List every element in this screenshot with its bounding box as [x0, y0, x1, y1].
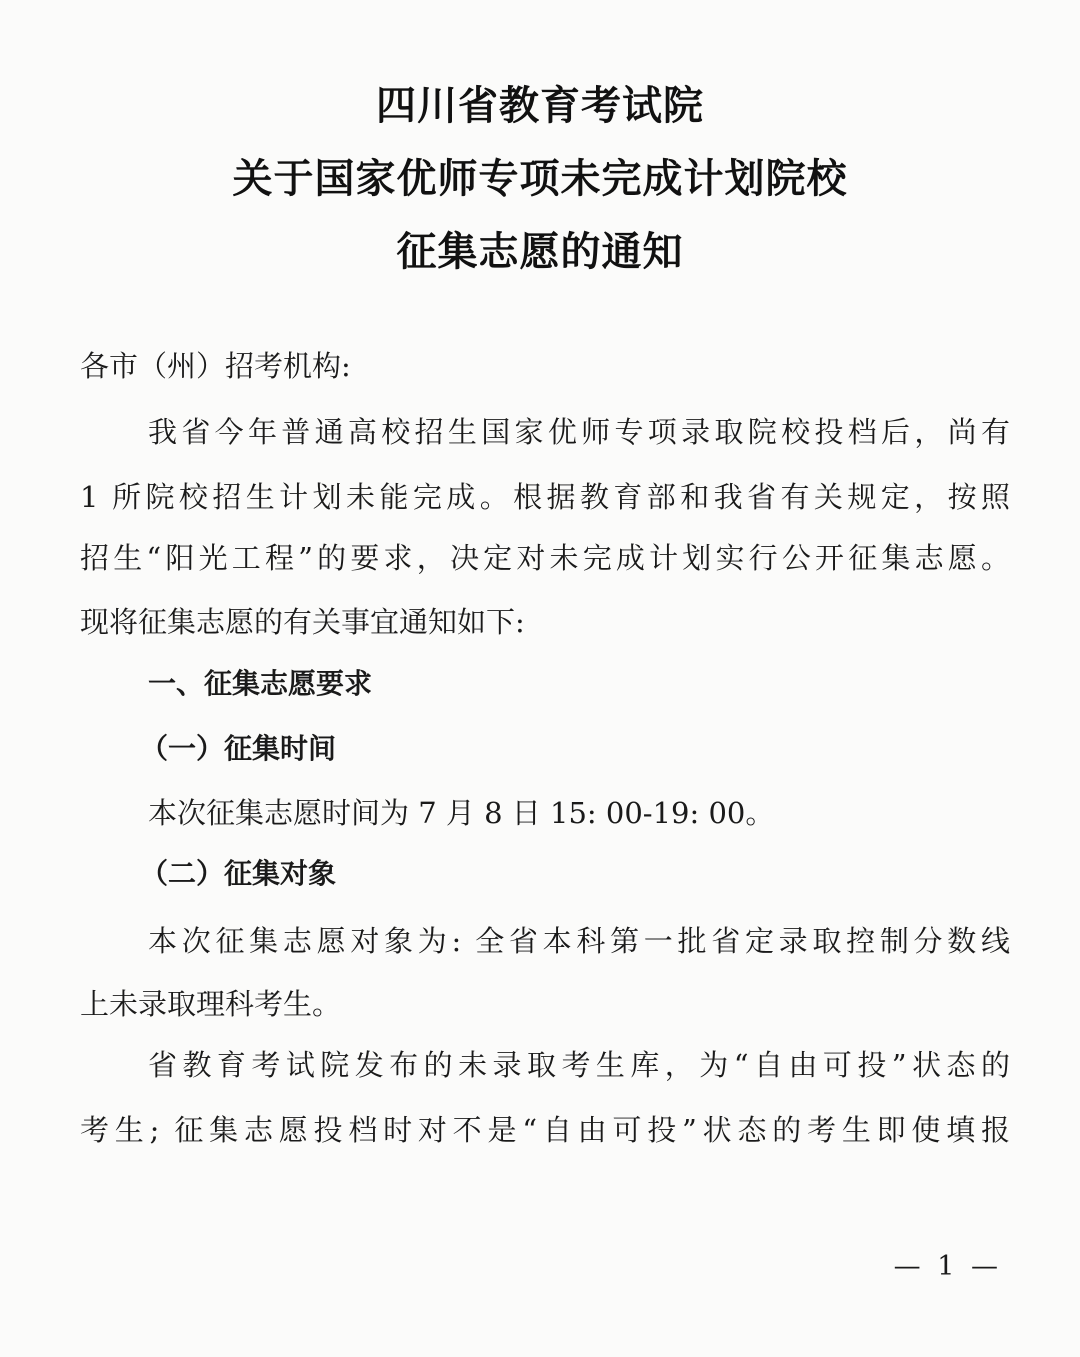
page-number: — 1 — [893, 1251, 1002, 1282]
intro-line-3: 招生“阳光工程”的要求，决定对未完成计划实行公开征集志愿。 [80, 541, 1010, 575]
subsection-target-line-2: 上未录取理科考生。 [80, 987, 342, 1021]
subsection-target-line-1: 本次征集志愿对象为: 全省本科第一批省定录取控制分数线 [148, 924, 1010, 958]
title-line-3: 征集志愿的通知 [396, 229, 684, 275]
subsection-text-time: 本次征集志愿时间为 7 月 8 日 15: 00-19: 00。 [148, 796, 775, 830]
title-line-1: 四川省教育考试院 [376, 83, 704, 129]
title-line-2: 关于国家优师专项未完成计划院校 [232, 156, 848, 202]
salutation: 各市（州）招考机构: [80, 349, 351, 383]
document-title [0, 70, 1080, 289]
subsection-heading-time: （一）征集时间 [140, 732, 337, 765]
paragraph-line-1: 省教育考试院发布的未录取考生库，为“自由可投”状态的 [148, 1048, 1010, 1082]
intro-line-2: 1 所院校招生计划未能完成。根据教育部和我省有关规定，按照 [80, 480, 1010, 514]
intro-line-1: 我省今年普通高校招生国家优师专项录取院校投档后，尚有 [148, 415, 1010, 449]
intro-line-4: 现将征集志愿的有关事宜通知如下: [80, 605, 525, 639]
section-heading: 一、征集志愿要求 [148, 667, 373, 700]
paragraph-line-2: 考生; 征集志愿投档时对不是“自由可投”状态的考生即使填报 [80, 1113, 1010, 1147]
subsection-heading-target: （二）征集对象 [140, 857, 337, 890]
